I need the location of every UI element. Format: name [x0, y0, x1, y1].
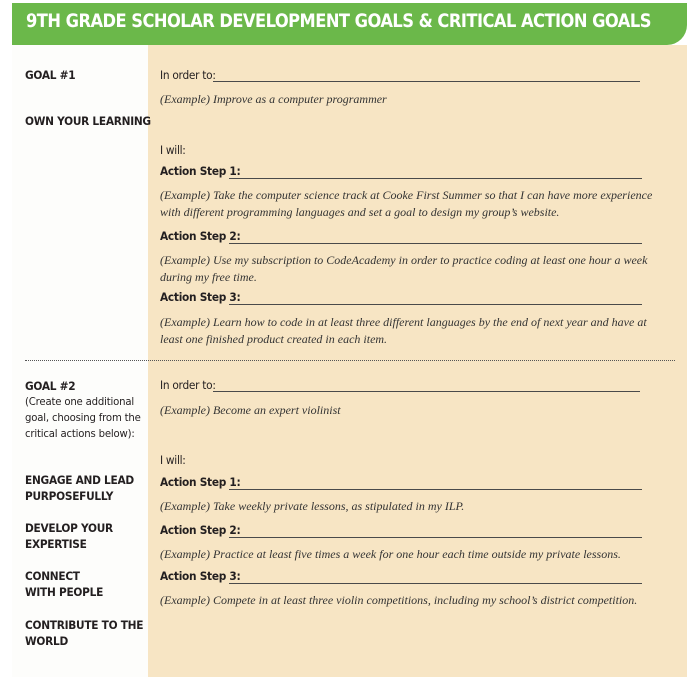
- section-divider: [25, 360, 675, 361]
- header-banner: [12, 3, 687, 45]
- goal-2-action-step-1-example: (Example) Take weekly private lessons, as stipulated in my ILP.: [160, 499, 465, 513]
- goal-1-action-step-1-example: (Example) Take the computer science track at Cooke First Summer so that I can have more experience with different programming languages and set a goal to design my group’s website.: [160, 188, 653, 219]
- goal-2-i-will-label: I will:: [160, 453, 186, 467]
- goal-2-action-step-3-example: (Example) Compete in at least three violin competitions, including my school’s district competition.: [160, 593, 638, 607]
- goal-2-action-step-3-label: Action Step 3:: [160, 569, 241, 583]
- goal-1-action-step-3-example: (Example) Learn how to code in at least three different languages by the end of next year and have at least one finished product created in each item.: [160, 315, 647, 346]
- critical-action-connect-line-2: WITH PEOPLE: [25, 585, 104, 599]
- goal-1-action-step-3-label: Action Step 3:: [160, 290, 241, 304]
- goal-2-action-step-2-example: (Example) Practice at least five times a week for one hour each time outside my private lessons.: [160, 547, 621, 561]
- goal-1-action-step-1-label: Action Step 1:: [160, 164, 241, 178]
- critical-action-contribute-line-1: CONTRIBUTE TO THE: [25, 618, 144, 632]
- critical-action-connect-line-1: CONNECT: [25, 569, 80, 583]
- goal-2-action-step-1-line[interactable]: [229, 489, 642, 490]
- goal-1-label: GOAL #1: [25, 68, 76, 82]
- goal-2-action-step-1-label: Action Step 1:: [160, 475, 241, 489]
- goal-2-in-order-to-line[interactable]: [213, 391, 640, 392]
- goal-2-label: GOAL #2: [25, 379, 76, 393]
- goal-1-action-step-2-example: (Example) Use my subscription to CodeAcademy in order to practice coding at least one hour a week during my free time.: [160, 253, 648, 284]
- goal-1-in-order-to-label: In order to:: [160, 68, 216, 82]
- goal-1-action-step-3-line[interactable]: [229, 304, 642, 305]
- goal-2-action-step-2-label: Action Step 2:: [160, 523, 241, 537]
- critical-action-contribute-line-2: WORLD: [25, 634, 68, 648]
- goal-1-action-step-2-line[interactable]: [229, 243, 642, 244]
- goal-1-action-step-1-line[interactable]: [229, 178, 642, 179]
- critical-action-engage-line-2: PURPOSEFULLY: [25, 489, 114, 503]
- goal-1-i-will-label: I will:: [160, 143, 186, 157]
- goal-2-note-line-2: goal, choosing from the: [25, 411, 141, 424]
- goal-1-in-order-to-line[interactable]: [213, 81, 640, 82]
- goal-2-note-line-3: critical actions below):: [25, 427, 135, 440]
- goal-2-in-order-to-example: (Example) Become an expert violinist: [160, 403, 341, 417]
- critical-action-develop-line-2: EXPERTISE: [25, 537, 87, 551]
- goal-2-in-order-to-label: In order to:: [160, 378, 216, 392]
- goal-1-theme: OWN YOUR LEARNING: [25, 114, 151, 128]
- goal-2-action-step-2-line[interactable]: [229, 537, 642, 538]
- goal-2-action-step-3-line[interactable]: [229, 583, 642, 584]
- goal-1-action-step-2-label: Action Step 2:: [160, 229, 241, 243]
- critical-action-develop-line-1: DEVELOP YOUR: [25, 521, 113, 535]
- page-title: 9TH GRADE SCHOLAR DEVELOPMENT GOALS & CRITICAL ACTION GOALS: [26, 11, 651, 32]
- critical-action-engage-line-1: ENGAGE AND LEAD: [25, 473, 134, 487]
- goal-1-in-order-to-example: (Example) Improve as a computer programmer: [160, 92, 387, 106]
- goal-2-note-line-1: (Create one additional: [25, 395, 135, 408]
